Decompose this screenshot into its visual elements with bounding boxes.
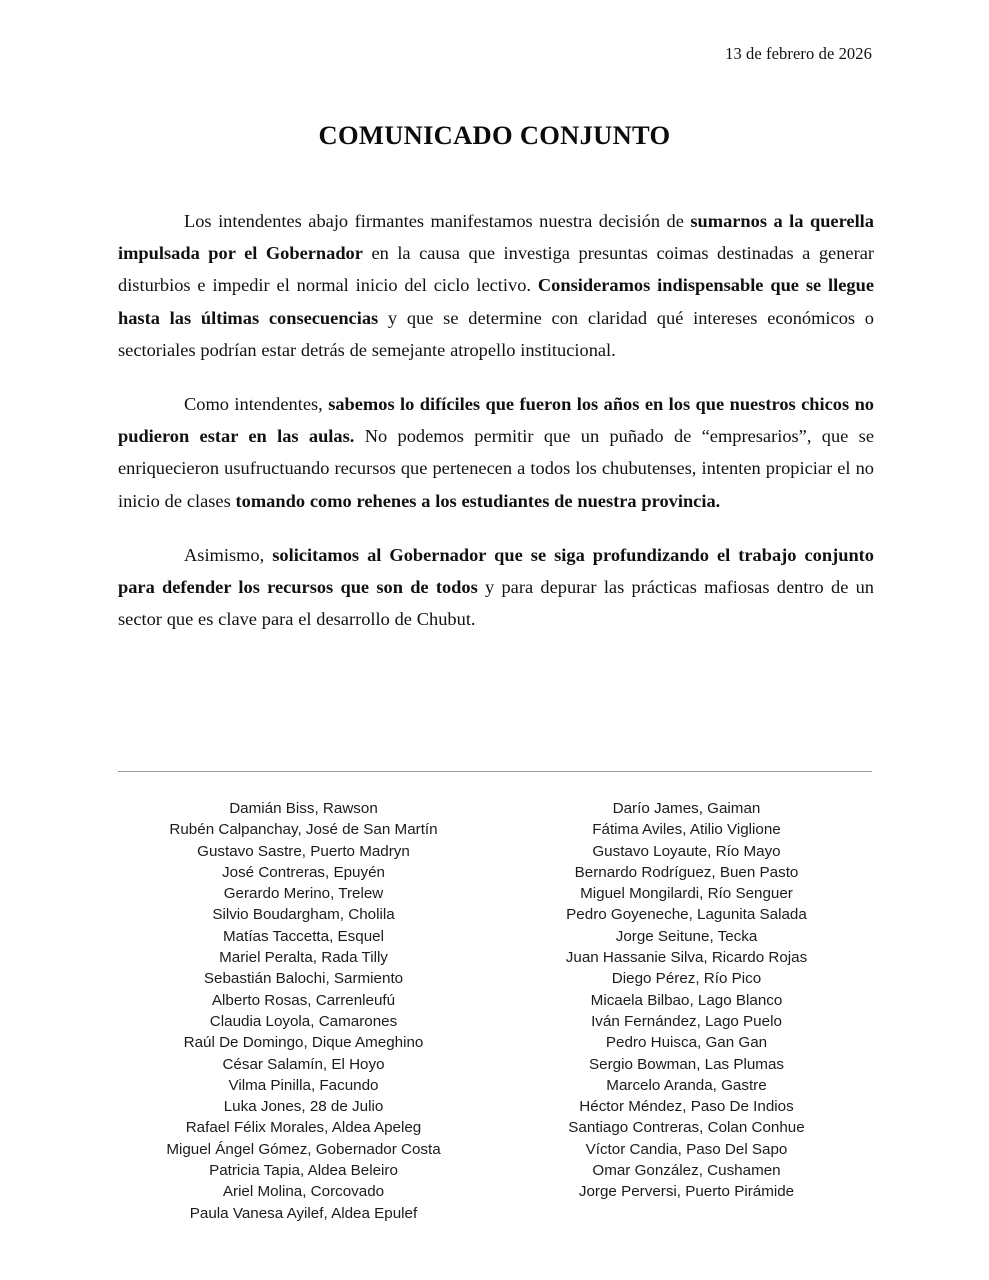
signatory-item: Patricia Tapia, Aldea Beleiro — [209, 1162, 398, 1180]
signatory-item: Diego Pérez, Río Pico — [611, 970, 762, 988]
signatory-item: Paula Vanesa Ayilef, Aldea Epulef — [189, 1204, 418, 1222]
signatory-item: Rubén Calpanchay, José de San Martín — [169, 821, 438, 839]
signatory-item: Miguel Ángel Gómez, Gobernador Costa — [166, 1140, 441, 1158]
signatory-item: Héctor Méndez, Paso De Indios — [579, 1098, 794, 1116]
text-run: Los intendentes abajo firmantes manifestamos nuestra decisión de — [184, 211, 691, 231]
signatory-item: Sebastián Balochi, Sarmiento — [203, 970, 404, 988]
text-run: Asimismo, — [184, 544, 273, 565]
signatories-column-left — [118, 798, 495, 1224]
text-run: en la causa que investiga presuntas coimas destinadas a generar disturbios e impedir el normal inicio del ciclo lectivo. — [118, 243, 874, 296]
signatory-item: Silvio Boudargham, Cholila — [212, 906, 395, 924]
signatory-item: Jorge Perversi, Puerto Pirámide — [578, 1183, 795, 1201]
emphasis-run: sabemos lo difíciles que fueron los años en los que nuestros chicos no pudieron estar en las aulas. — [118, 394, 874, 447]
signatory-item: Pedro Goyeneche, Lagunita Salada — [566, 906, 807, 924]
emphasis-run: sumarnos a la querella impulsada por el Gobernador — [118, 211, 874, 264]
text-run: y que se determine con claridad qué intereses económicos o sectoriales podrían estar detrás de semejante atropello institucional. — [118, 307, 874, 360]
signatory-item: Bernardo Rodríguez, Buen Pasto — [574, 863, 799, 881]
signatory-item: Raúl De Domingo, Dique Ameghino — [183, 1034, 424, 1052]
emphasis-run: tomando como rehenes a los estudiantes de nuestra provincia. — [235, 490, 721, 511]
page-title: COMUNICADO CONJUNTO — [318, 120, 671, 150]
signatory-item: Pedro Huisca, Gan Gan — [605, 1034, 768, 1052]
signatory-item: José Contreras, Epuyén — [222, 863, 385, 881]
signatory-item: Marcelo Aranda, Gastre — [606, 1076, 767, 1094]
signatories-section — [118, 798, 872, 1224]
signatory-item: Juan Hassanie Silva, Ricardo Rojas — [565, 949, 808, 967]
signatory-item: Iván Fernández, Lago Puelo — [591, 1012, 782, 1030]
signatory-item: Gustavo Sastre, Puerto Madryn — [197, 842, 410, 860]
signatory-item: Micaela Bilbao, Lago Blanco — [590, 991, 783, 1009]
paragraph-3 — [118, 539, 874, 636]
signatory-item: Sergio Bowman, Las Plumas — [589, 1055, 784, 1073]
signatory-item: Mariel Peralta, Rada Tilly — [219, 949, 388, 967]
emphasis-run: Consideramos indispensable que se llegue hasta las últimas consecuencias — [118, 275, 874, 328]
signatory-item: Luka Jones, 28 de Julio — [223, 1098, 384, 1116]
signatories-column-right — [495, 798, 872, 1203]
signatory-item: Gustavo Loyaute, Río Mayo — [592, 842, 781, 860]
paragraph-1 — [118, 205, 874, 366]
section-divider — [118, 771, 872, 772]
signatory-item: Damián Biss, Rawson — [229, 800, 378, 817]
signatory-item: Víctor Candia, Paso Del Sapo — [585, 1140, 788, 1158]
signatory-item: Santiago Contreras, Colan Conhue — [568, 1119, 805, 1137]
signatory-item: Ariel Molina, Corcovado — [222, 1183, 385, 1201]
signatory-item: Gerardo Merino, Trelew — [223, 885, 384, 903]
signatory-item: Matías Taccetta, Esquel — [223, 927, 384, 945]
text-run: No podemos permitir que un puñado de “empresarios”, que se enriquecieron usufructuando recursos que pertenecen a todos los chubutenses, intenten propiciar el no inicio de clases — [118, 426, 874, 511]
signatory-item: Darío James, Gaiman — [612, 800, 761, 817]
text-run: y para depurar las prácticas mafiosas dentro de un sector que es clave para el desarrollo de Chubut. — [118, 577, 875, 630]
signatory-item: Fátima Aviles, Atilio Viglione — [592, 821, 781, 839]
signatory-item: Miguel Mongilardi, Río Senguer — [580, 885, 793, 903]
signatory-item: Alberto Rosas, Carrenleufú — [211, 991, 396, 1009]
emphasis-run: solicitamos al Gobernador que se siga profundizando el trabajo conjunto para defender los recursos que son de todos — [118, 544, 874, 598]
signatory-item: Rafael Félix Morales, Aldea Apeleg — [185, 1119, 422, 1137]
signatory-item: Vilma Pinilla, Facundo — [228, 1076, 379, 1094]
text-run: Como intendentes, — [184, 394, 329, 415]
signatory-item: César Salamín, El Hoyo — [222, 1055, 385, 1073]
signatory-item: Claudia Loyola, Camarones — [209, 1012, 398, 1030]
signatory-item: Jorge Seitune, Tecka — [615, 927, 758, 945]
signatory-item: Omar González, Cushamen — [592, 1162, 781, 1180]
document-body — [118, 205, 874, 635]
paragraph-2 — [118, 388, 874, 517]
document-date: 13 de febrero de 2026 — [725, 44, 872, 63]
